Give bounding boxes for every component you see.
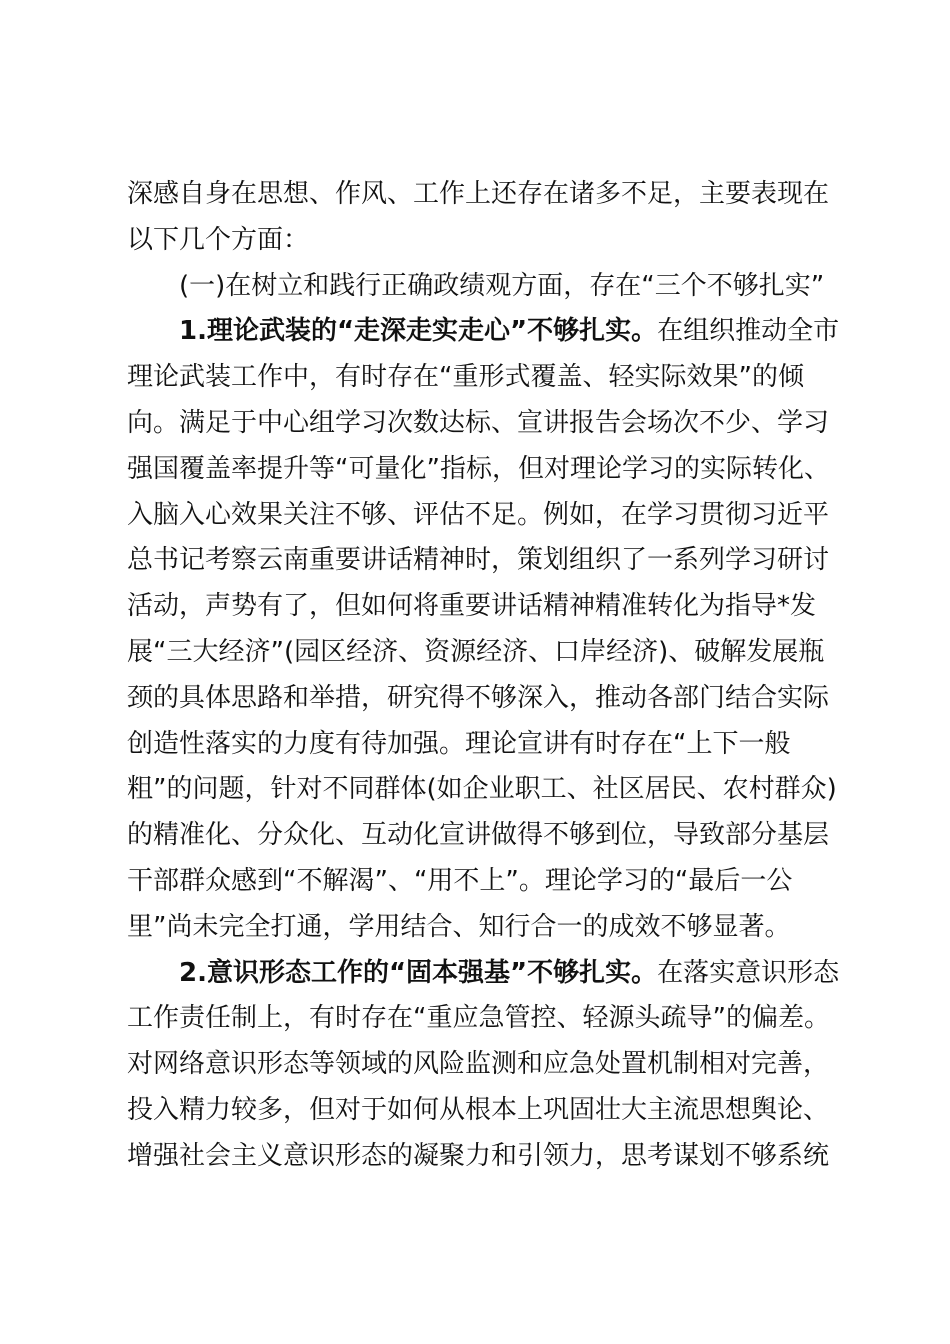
item1-line: 干部群众感到“不解渴”、“用不上”。理论学习的“最后一公 [127,865,793,896]
item1-line: 入脑入心效果关注不够、评估不足。例如，在学习贯彻习近平 [127,499,830,530]
item1-line: 颈的具体思路和举措，研究得不够深入，推动各部门结合实际 [127,682,830,713]
item1-line: 总书记考察云南重要讲话精神时，策划组织了一系列学习研讨 [127,545,830,576]
document-body [127,172,840,1180]
item1-line: 活动，声势有了，但如何将重要讲话精神精准转化为指导*发 [127,591,817,622]
item2-line: 投入精力较多，但对于如何从根本上巩固壮大主流思想舆论、 [127,1094,830,1125]
item2-line: 对网络意识形态等领域的风险监测和应急处置机制相对完善， [127,1049,830,1080]
intro-line: 深感自身在思想、作风、工作上还存在诸多不足，主要表现在 [127,179,830,209]
item1-line: 粗”的问题，针对不同群体(如企业职工、社区居民、农村群众) [127,774,837,805]
item1-line: 里”尚未完全打通，学用结合、知行合一的成效不够显著。 [127,911,791,942]
item1-line: 创造性落实的力度有待加强。理论宣讲有时存在“上下一般 [127,728,791,759]
item1-line: 理论武装工作中，有时存在“重形式覆盖、轻实际效果”的倾 [127,362,804,393]
item1-line: 向。满足于中心组学习次数达标、宣讲报告会场次不少、学习 [127,407,830,438]
item2-first-line [127,951,840,997]
item1-first-line-rest: 在组织推动全市 [657,316,840,347]
item2-title: 2.意识形态工作的“固本强基”不够扎实。 [179,957,658,988]
intro-line: 以下几个方面： [127,224,310,255]
item2-first-line-rest: 在落实意识形态 [657,957,840,988]
item1-title: 1.理论武装的“走深走实走心”不够扎实。 [179,316,658,347]
item2-line: 工作责任制上，有时存在“重应急管控、轻源头疏导”的偏差。 [127,1003,830,1034]
item1-line: 强国覆盖率提升等“可量化”指标，但对理论学习的实际转化、 [127,453,830,484]
item1-first-line [127,309,840,355]
section-heading: (一)在树立和践行正确政绩观方面，存在“三个不够扎实” [179,270,825,301]
item2-line: 增强社会主义意识形态的凝聚力和引领力，思考谋划不够系统 [127,1140,830,1171]
item1-line: 展“三大经济”(园区经济、资源经济、口岸经济)、破解发展瓶 [127,636,825,667]
item1-line: 的精准化、分众化、互动化宣讲做得不够到位，导致部分基层 [127,820,830,851]
